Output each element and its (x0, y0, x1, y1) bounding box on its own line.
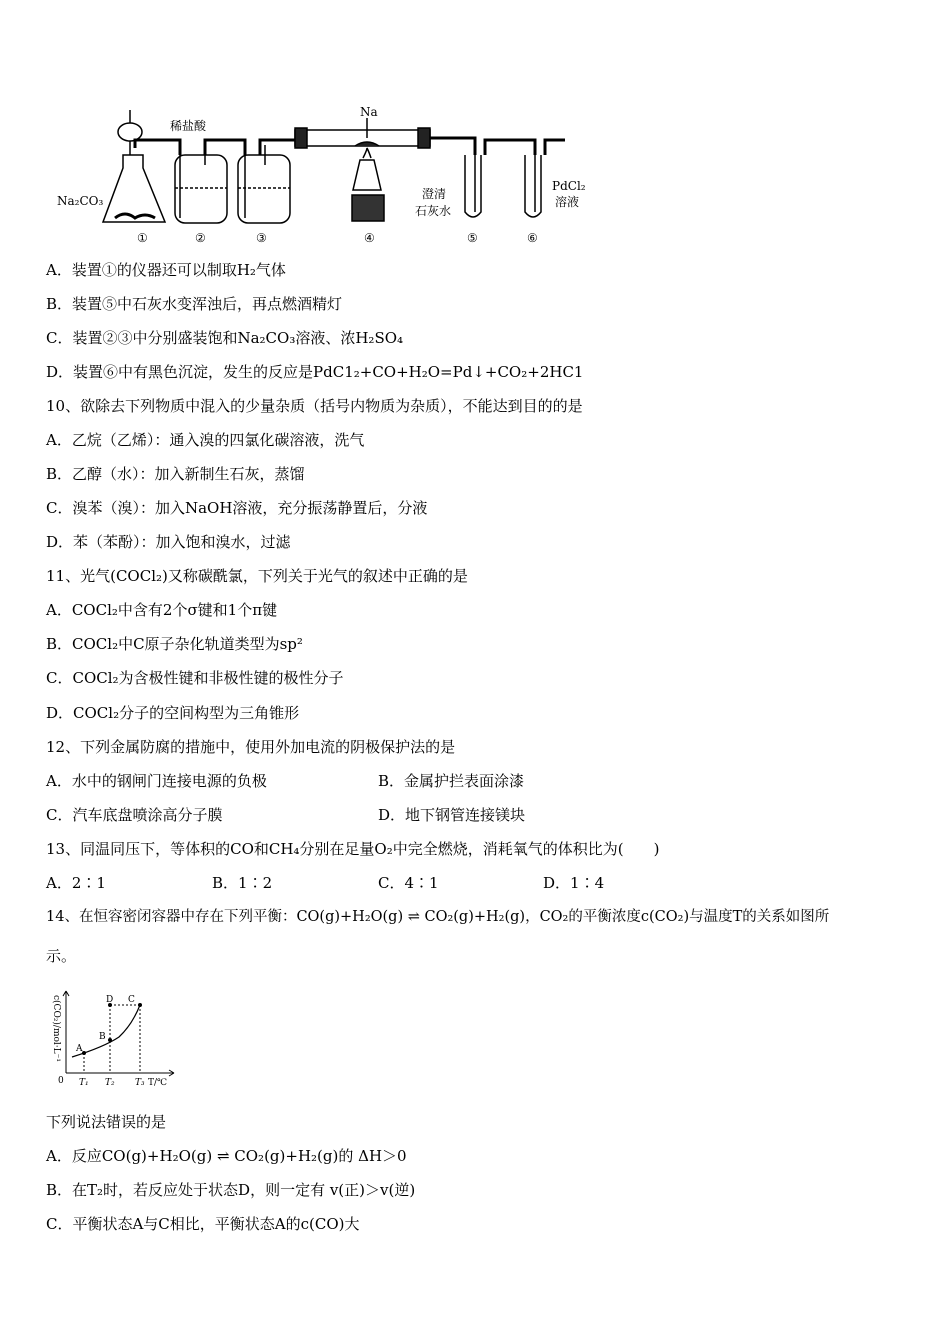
label-sodium: Na (360, 105, 378, 119)
label-pdcl2-2: 溶液 (555, 195, 580, 209)
q13-option-b: B．1∶2 (212, 874, 273, 892)
apparatus-figure (55, 100, 595, 250)
q10-option-b: B．乙醇（水）：加入新制生石灰，蒸馏 (46, 465, 305, 483)
q11-option-d: D．COCl₂分子的空间构型为三角锥形 (46, 704, 300, 722)
q11-option-c: C．COCl₂为含极性键和非极性键的极性分子 (46, 669, 344, 687)
graph-t1: T₁ (79, 1078, 89, 1088)
q13-option-d: D．1∶4 (543, 874, 605, 892)
q10-option-d: D．苯（苯酚）：加入饱和溴水，过滤 (46, 533, 291, 551)
q14-option-b: B．在T₂时，若反应处于状态D，则一定有 v(正)＞v(逆) (46, 1181, 416, 1199)
graph-yaxis-label: c(CO₂)/mol·L⁻¹ (51, 995, 61, 1062)
label-limewater-1: 澄清 (422, 187, 447, 201)
label-carbonate: Na₂CO₃ (57, 194, 104, 208)
q11-stem: 11、光气(COCl₂)又称碳酰氯，下列关于光气的叙述中正确的是 (46, 567, 468, 585)
wash-bottle-3 (238, 145, 290, 223)
num-5: ⑤ (467, 231, 478, 245)
q13-option-c: C．4∶1 (378, 874, 439, 892)
q9-option-d: D．装置⑥中有黑色沉淀，发生的反应是PdC1₂+CO+H₂O=Pd↓+CO₂+2HC1 (46, 363, 584, 381)
num-3: ③ (256, 231, 267, 245)
test-tube-6 (525, 145, 541, 217)
graph-t3: T₃ (135, 1078, 145, 1088)
q14-option-c: C．平衡状态A与C相比，平衡状态A的c(CO)大 (46, 1215, 360, 1233)
label-limewater-2: 石灰水 (415, 204, 452, 218)
q12-stem: 12、下列金属防腐的措施中，使用外加电流的阴极保护法的是 (46, 738, 456, 756)
q14-stem-line2: 示。 (46, 947, 77, 965)
q12-option-b: B．金属护拦表面涂漆 (378, 772, 525, 790)
label-acid: 稀盐酸 (170, 119, 207, 133)
graph-point-d: D (106, 995, 114, 1005)
q13-option-a: A．2∶1 (46, 874, 106, 892)
graph-t2: T₂ (105, 1078, 115, 1088)
q12-option-c: C．汽车底盘喷涂高分子膜 (46, 806, 223, 824)
q10-option-a: A．乙烷（乙烯）：通入溴的四氯化碳溶液，洗气 (46, 431, 365, 449)
graph-point-c: C (128, 995, 135, 1005)
q14-stem-line1: 14、在恒容密闭容器中存在下列平衡：CO(g)+H₂O(g) ⇌ CO₂(g)+H₂(g)，CO₂的平衡浓度c(CO₂)与温度T的关系如图所 (46, 909, 830, 925)
num-1: ① (137, 231, 148, 245)
q11-option-b: B．COCl₂中C原子杂化轨道类型为sp² (46, 635, 303, 653)
q14-sub-stem: 下列说法错误的是 (46, 1113, 167, 1131)
q13-stem: 13、同温同压下，等体积的CO和CH₄分别在足量O₂中完全燃烧，消耗氧气的体积比为( ) (46, 840, 660, 858)
graph-point-a: A (76, 1044, 83, 1054)
wash-bottle-2 (175, 145, 227, 223)
graph-origin: 0 (58, 1076, 64, 1086)
conical-flask (103, 110, 165, 222)
q12-option-d: D．地下钢管连接镁块 (378, 806, 526, 824)
q9-option-b: B．装置⑤中石灰水变浑浊后，再点燃酒精灯 (46, 295, 343, 313)
q9-option-c: C．装置②③中分别盛装饱和Na₂CO₃溶液、浓H₂SO₄ (46, 329, 404, 347)
num-2: ② (195, 231, 206, 245)
equilibrium-graph (44, 985, 184, 1090)
q10-option-c: C．溴苯（溴）：加入NaOH溶液，充分振荡静置后，分液 (46, 499, 428, 517)
reaction-tube (295, 118, 430, 221)
test-tube-5 (465, 145, 481, 217)
q12-option-a: A．水中的钢闸门连接电源的负极 (46, 772, 267, 790)
q10-stem: 10、欲除去下列物质中混入的少量杂质（括号内物质为杂质），不能达到目的的是 (46, 397, 583, 415)
q9-option-a: A．装置①的仪器还可以制取H₂气体 (46, 261, 286, 279)
q14-option-a: A．反应CO(g)+H₂O(g) ⇌ CO₂(g)+H₂(g)的 ΔH＞0 (46, 1147, 407, 1165)
num-6: ⑥ (527, 231, 538, 245)
graph-point-b: B (99, 1032, 106, 1042)
label-pdcl2-1: PdCl₂ (552, 179, 586, 193)
num-4: ④ (364, 231, 375, 245)
q11-option-a: A．COCl₂中含有2个σ键和1个π键 (46, 601, 278, 619)
graph-xaxis-label: T/℃ (148, 1078, 168, 1088)
